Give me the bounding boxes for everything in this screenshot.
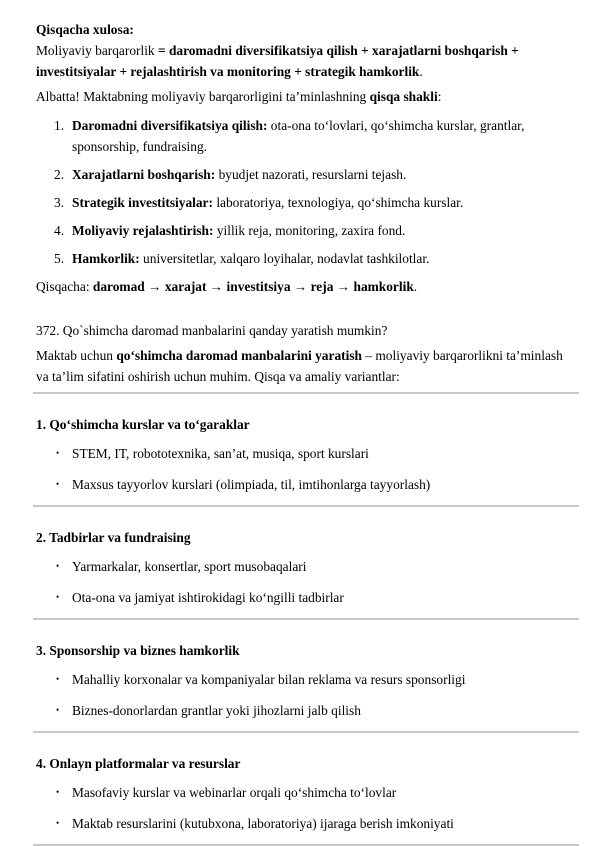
list-item: • Masofaviy kurslar va webinarlar orqali qo‘shimcha to‘lovlar [36,782,576,803]
bullet-icon: • [56,561,60,571]
bullet-icon: • [56,592,60,602]
bullet-icon: • [56,479,60,489]
bullet-icon: • [56,705,60,715]
list-item: • Mahalliy korxonalar va kompaniyalar bilan reklama va resurs sponsorligi [36,669,576,690]
question-intro: Maktab uchun qo‘shimcha daromad manbalarini yaratish – moliyaviy barqarorlikni ta’minlash va ta’lim sifatini oshirish uchun muhim. Qisqa va amaliy variantlar: [36,348,563,384]
bullet-icon: • [56,787,60,797]
summary-heading: Qisqacha xulosa: [36,22,134,37]
section-title: 2. Tadbirlar va fundraising [36,530,191,545]
list-item: • Yarmarkalar, konsertlar, sport musobaqalari [36,556,576,577]
section-list [36,782,576,834]
list-item: • Biznes-donorlardan grantlar yoki jihozlarni jalb qilish [36,700,576,721]
list-item: • Ota-ona va jamiyat ishtirokidagi ko‘ngilli tadbirlar [36,587,576,608]
bullet-icon: • [56,818,60,828]
list-item: 1. Daromadni diversifikatsiya qilish: ota-ona to‘lovlari, qo‘shimcha kurslar, grantlar, sponsorship, fundraising. [54,118,525,154]
divider [33,618,579,620]
section-title: 4. Onlayn platformalar va resurslar [36,756,241,771]
summary-list [36,115,576,269]
list-item: • Maktab resurslarini (kutubxona, laboratoriya) ijaraga berish imkoniyati [36,813,576,834]
list-item: 3. Strategik investitsiyalar: laboratoriya, texnologiya, qo‘shimcha kurslar. [54,195,464,210]
section-list [36,669,576,721]
summary-intro: Albatta! Maktabning moliyaviy barqarorligini ta’minlashning qisqa shakli: [36,89,442,104]
list-item: • STEM, IT, robototexnika, san’at, musiqa, sport kurslari [36,443,576,464]
document-page [36,19,576,846]
divider [33,731,579,733]
divider [33,392,579,394]
divider [33,505,579,507]
list-item: 4. Moliyaviy rejalashtirish: yillik reja, monitoring, zaxira fond. [54,223,406,238]
summary-short: Qisqacha: daromad → xarajat → investitsiya → reja → hamkorlik. [36,279,418,294]
list-item: 5. Hamkorlik: universitetlar, xalqaro loyihalar, nodavlat tashkilotlar. [54,251,430,266]
section-title: 3. Sponsorship va biznes hamkorlik [36,643,240,658]
bullet-icon: • [56,448,60,458]
section-list [36,556,576,608]
list-item: • Maxsus tayyorlov kurslari (olimpiada, til, imtihonlarga tayyorlash) [36,474,576,495]
section-title: 1. Qo‘shimcha kurslar va to‘garaklar [36,417,250,432]
section-list [36,443,576,495]
question-title: 372. Qo`shimcha daromad manbalarini qanday yaratish mumkin? [36,323,388,338]
list-item: 2. Xarajatlarni boshqarish: byudjet nazorati, resurslarni tejash. [54,167,407,182]
summary-formula: Moliyaviy barqarorlik = daromadni diversifikatsiya qilish + xarajatlarni boshqarish + investitsiyalar + rejalashtirish va monitoring + strategik hamkorlik. [36,43,519,79]
bullet-icon: • [56,674,60,684]
